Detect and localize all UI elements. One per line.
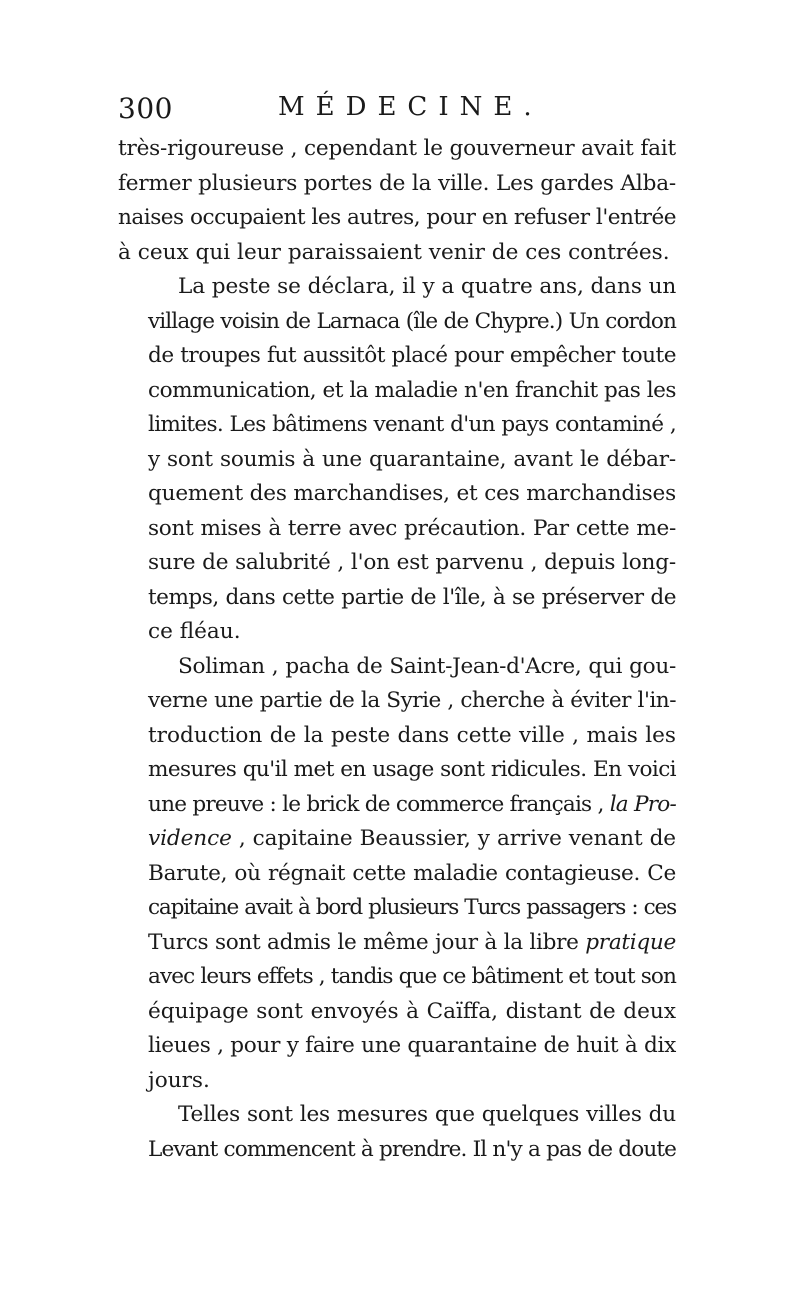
paragraph [118, 270, 676, 650]
text-line: sure de salubrité , l'on est parvenu , depuis long- [148, 550, 676, 575]
text-line: Turcs sont admis le même jour à la libre pratique [148, 929, 676, 955]
paragraph [118, 1098, 676, 1167]
text-line: naises occupaient les autres, pour en refuser l'entrée [118, 205, 677, 230]
running-head: MÉDECINE. [278, 92, 543, 122]
text-line: ce fléau. [148, 619, 241, 644]
text-line: Telles sont les mesures que quelques villes du [178, 1102, 676, 1127]
text-line: avec leurs effets , tandis que ce bâtiment et tout son [148, 964, 676, 989]
text-line: Levant commencent à prendre. Il n'y a pas de doute [148, 1136, 676, 1162]
page-header [118, 92, 678, 132]
text-line: de troupes fut aussitôt placé pour empêcher toute [148, 343, 676, 368]
text-line: sont mises à terre avec précaution. Par cette me- [148, 515, 676, 541]
text-line: équipage sont envoyés à Caïffa, distant de deux [148, 998, 676, 1024]
text-line: jours. [148, 1067, 210, 1093]
text-line: à ceux qui leur paraissaient venir de ces contrées. [118, 239, 670, 265]
text-line: très-rigoureuse , cependant le gouverneur avait fait [118, 136, 676, 161]
text-line: verne une partie de la Syrie , cherche à éviter l'in- [148, 688, 676, 713]
text-line: Soliman , pacha de Saint-Jean-d'Acre, qui gou- [178, 653, 676, 679]
body-text [118, 132, 676, 1167]
text-line: temps, dans cette partie de l'île, à se préserver de [148, 584, 676, 610]
text-line: lieues , pour y faire une quarantaine de huit à dix [148, 1033, 676, 1058]
paragraph [118, 650, 676, 1099]
text-line: village voisin de Larnaca (île de Chypre.) Un cordon [148, 308, 676, 334]
text-line: communication, et la maladie n'en franchit pas les [148, 377, 676, 403]
text-line: fermer plusieurs portes de la ville. Les gardes Alba- [118, 170, 676, 196]
text-line: une preuve : le brick de commerce français , la Pro- [148, 791, 676, 817]
text-line: troduction de la peste dans cette ville , mais les [148, 722, 676, 748]
paragraph [118, 132, 676, 270]
text-line: capitaine avait à bord plusieurs Turcs passagers : ces [148, 895, 676, 920]
text-line: Barute, où régnait cette maladie contagieuse. Ce [148, 860, 676, 886]
text-line: vidence , capitaine Beaussier, y arrive venant de [148, 826, 676, 851]
text-line: y sont soumis à une quarantaine, avant le débar- [148, 446, 676, 472]
text-line: La peste se déclara, il y a quatre ans, dans un [178, 274, 677, 299]
text-line: mesures qu'il met en usage sont ridicules. En voici [148, 757, 676, 782]
page-number: 300 [118, 92, 173, 125]
text-line: limites. Les bâtimens venant d'un pays contaminé , [148, 412, 676, 437]
text-line: quement des marchandises, et ces marchandises [148, 481, 676, 506]
